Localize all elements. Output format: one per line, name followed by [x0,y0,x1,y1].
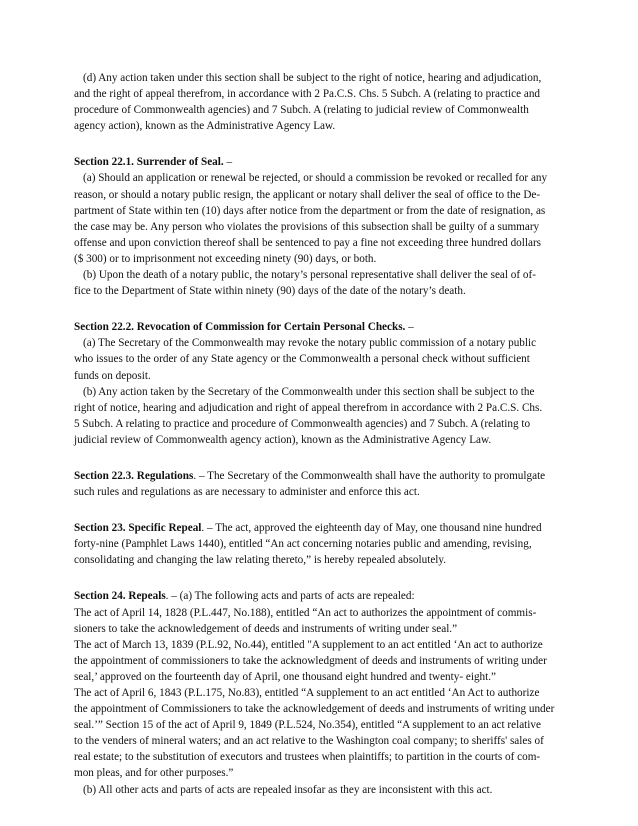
text-line: judicial review of Commonwealth agency action), known as the Administrative Agency Law. [74,433,492,446]
text-line: The act of April 14, 1828 (P.L.447, No.188), entitled “An act to authorizes the appointment of commis- [74,606,537,619]
section-heading: Section 22.2. Revocation of Commission for Certain Personal Checks. [74,321,406,334]
text-line: to the venders of mineral waters; and an act relative to the Washington coal company; to sheriffs' sales of [74,735,544,748]
text-line: seal.’” Section 15 of the act of April 9, 1849 (P.L.524, No.354), entitled “A supplement to an act relative [74,719,541,732]
section-heading-tail: – [405,321,414,334]
text-line: partment of State within ten (10) days after notice from the department or from the date of resignation, as [74,204,546,217]
section-heading-tail: . – The act, approved the eighteenth day of May, one thousand nine hundred [201,522,542,535]
section-heading: Section 23. Specific Repeal [74,522,202,535]
text-line: (a) Should an application or renewal be rejected, or should a commission be revoked or recalled for any [83,172,548,185]
paragraph-block [74,70,574,134]
text-line: right of notice, hearing and adjudication and right of appeal therefrom in accordance with 2 Pa.C.S. Chs. [74,401,543,414]
text-line: offense and upon conviction thereof shall be sentenced to pay a fine not exceeding three hundred dollars [74,236,542,249]
section-block [74,588,574,797]
text-line: The act of April 6, 1843 (P.L.175, No.83), entitled “A supplement to an act entitled ‘An Act to authorize [74,687,540,699]
section-heading-line [74,319,574,335]
document-page [74,70,574,798]
text-line: who issues to the order of any State agency or the Commonwealth a personal check without sufficient [74,353,530,366]
text-line: agency action), known as the Administrative Agency Law. [74,120,336,133]
text-line: 5 Subch. A relating to practice and procedure of Commonwealth agencies) and 7 Subch. A (relating to [74,417,531,430]
text-line: (b) All other acts and parts of acts are repealed insofar as they are inconsistent with this act. [83,783,493,796]
section-heading: Section 24. Repeals [74,590,166,603]
section-block [74,154,574,299]
section-heading-tail: . – (a) The following acts and parts of acts are repealed: [165,590,415,603]
text-line: The act of March 13, 1839 (P.L.92, No.44), entitled "A supplement to an act entitled ‘An act to authorize [74,638,543,651]
text-line: and the right of appeal therefrom, in accordance with 2 Pa.C.S. Chs. 5 Subch. A (relating to practice and [74,88,541,101]
text-line: mon pleas, and for other purposes.” [74,767,234,780]
text-line: sioners to take the acknowledgement of deeds and instruments of writing under seal.” [74,622,458,635]
section-heading: Section 22.3. Regulations [74,469,194,482]
section-heading: Section 22.1. Surrender of Seal. [74,156,224,169]
text-line: the appointment of commissioners to take the acknowledgment of deeds and instruments of writing under [74,654,547,667]
text-line: (b) Any action taken by the Secretary of the Commonwealth under this section shall be subject to the [83,385,535,398]
text-line: seal,’ approved on the fourteenth day of April, one thousand eight hundred and twenty- eight.” [74,670,496,683]
text-line: ($ 300) or to imprisonment not exceeding ninety (90) days, or both. [74,252,377,265]
text-line: real estate; to the substitution of executors and trustees when plaintiffs; to partition in the courts of com- [74,751,541,764]
section-heading-line [74,520,574,536]
text-line: reason, or should a notary public resign, the applicant or notary shall deliver the seal of office to the De- [74,188,541,201]
section-heading-line [74,588,574,604]
text-line: such rules and regulations as are necessary to administer and enforce this act. [74,486,420,499]
text-line: the case may be. Any person who violates the provisions of this subsection shall be guilty of a summary [74,220,540,233]
text-line: fice to the Department of State within ninety (90) days of the date of the notary’s death. [74,285,466,298]
section-heading-tail: – [223,156,233,169]
section-heading-line [74,154,574,170]
section-block [74,468,574,500]
text-line: funds on deposit. [74,369,151,382]
text-line: (d) Any action taken under this section shall be subject to the right of notice, hearing and adjudication, [83,72,542,84]
text-line: the appointment of Commissioners to take the acknowledgement of deeds and instruments of writing under [74,703,555,716]
text-line: forty-nine (Pamphlet Laws 1440), entitled “An act concerning notaries public and amending, revising, [74,538,532,551]
text-line: (a) The Secretary of the Commonwealth may revoke the notary public commission of a notary public [83,337,537,350]
section-heading-tail: . – The Secretary of the Commonwealth shall have the authority to promulgate [193,469,546,482]
text-line: (b) Upon the death of a notary public, the notary’s personal representative shall deliver the seal of of- [83,269,536,282]
text-line: procedure of Commonwealth agencies) and 7 Subch. A (relating to judicial review of Commonwealth [74,104,529,117]
section-block [74,319,574,448]
section-heading-line [74,468,574,484]
text-line: consolidating and changing the law relating thereto,” is hereby repealed absolutely. [74,554,447,567]
section-block [74,520,574,568]
